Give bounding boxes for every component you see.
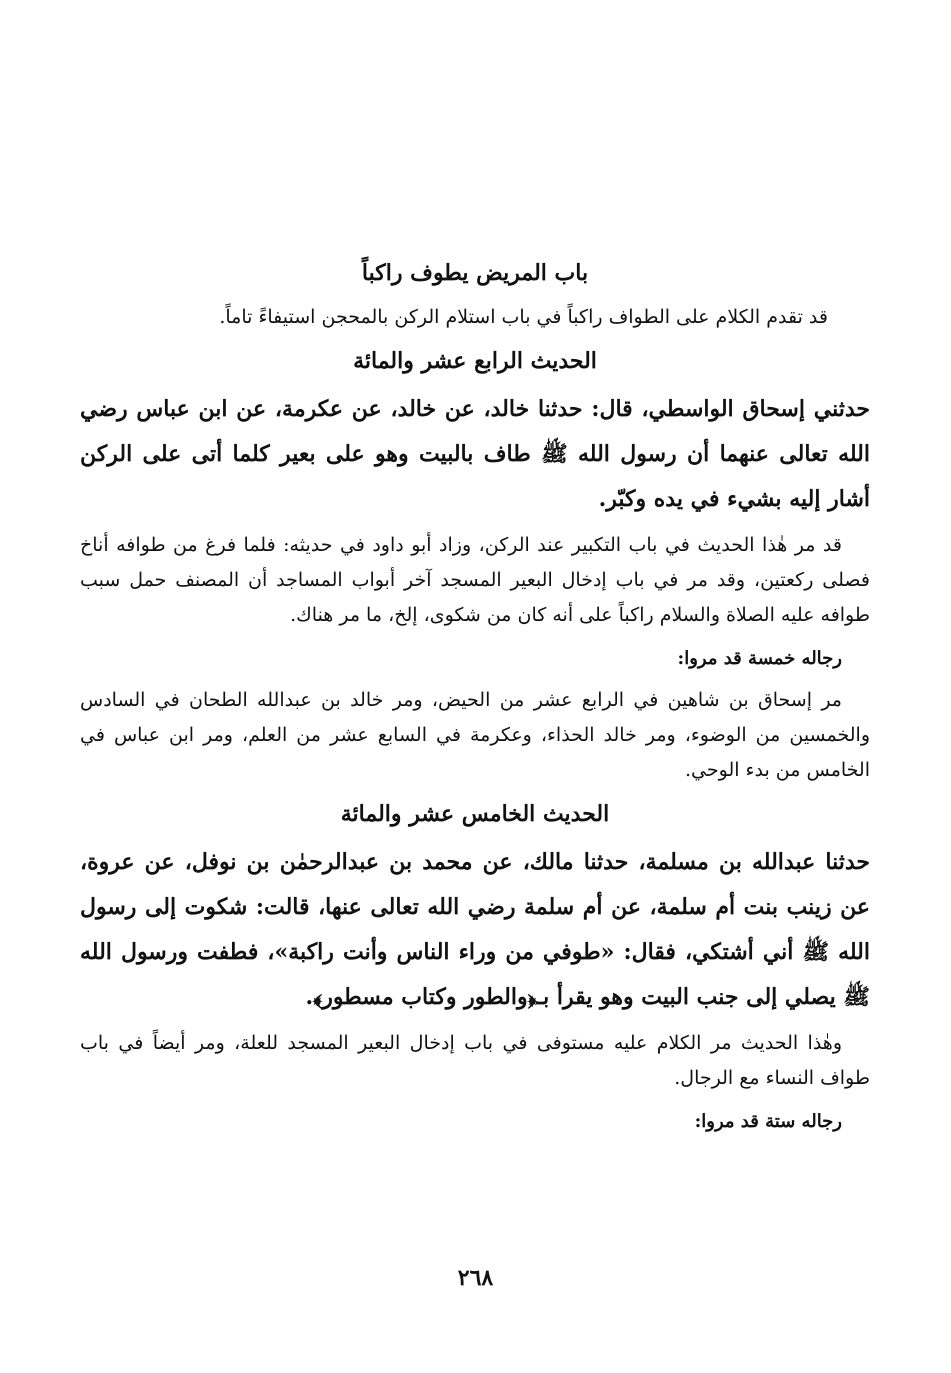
hadith-115-text: حدثنا عبدالله بن مسلمة، حدثنا مالك، عن محمد بن عبدالرحمٰن بن نوفل، عن عروة، عن زينب بنت أم سلمة، عن أم سلمة رضي الله تعالى عنها، قالت: شكوت إلى رسول الله ﷺ أني أشتكي، فقال: «طوفي من وراء الناس وأنت راكبة»، فطفت ورسول الله ﷺ يصلي إلى جنب البيت وهو يقرأ بـ﴿والطور وكتاب مسطور﴾. — [80, 849, 870, 1010]
hadith-114-narrators-label: رجاله خمسة قد مروا: — [677, 648, 842, 669]
hadith-115-narrators-label: رجاله ستة قد مروا: — [694, 1111, 842, 1132]
page-number: ٢٦٨ — [457, 1265, 494, 1291]
chapter-intro: قد تقدم الكلام على الطواف راكباً في باب استلام الركن بالمحجن استيفاءً تاماً. — [219, 306, 828, 328]
hadith-114-text: حدثني إسحاق الواسطي، قال: حدثنا خالد، عن خالد، عن عكرمة، عن ابن عباس رضي الله تعالى عنهما أن رسول الله ﷺ طاف بالبيت وهو على بعير كلما أتى على الركن أشار إليه بشيء في يده وكبّر. — [80, 396, 870, 512]
page-body — [80, 255, 870, 1146]
hadith-114-narrators-text: مر إسحاق بن شاهين في الرابع عشر من الحيض، ومر خالد بن عبدالله الطحان في السادس والخمسين من الوضوء، ومر خالد الحذاء، وعكرمة في السابع عشر من العلم، ومر ابن عباس في الخامس من بدء الوحي. — [80, 689, 870, 781]
hadith-114-commentary: قد مر هٰذا الحديث في باب التكبير عند الركن، وزاد أبو داود في حديثه: فلما فرغ من طوافه أناخ فصلى ركعتين، وقد مر في باب إدخال البعير المسجد آخر أبواب المساجد أن المصنف حمل سبب طوافه عليه الصلاة والسلام راكباً على أنه كان من شكوى، إلخ، ما مر هناك. — [80, 534, 870, 626]
hadith-115-commentary: وهٰذا الحديث مر الكلام عليه مستوفى في باب إدخال البعير المسجد للعلة، ومر أيضاً في باب طواف النساء مع الرجال. — [80, 1032, 870, 1089]
hadith-114-heading: الحديث الرابع عشر والمائة — [353, 348, 597, 374]
chapter-title: باب المريض يطوف راكباً — [361, 260, 589, 286]
hadith-115-heading: الحديث الخامس عشر والمائة — [340, 801, 610, 827]
